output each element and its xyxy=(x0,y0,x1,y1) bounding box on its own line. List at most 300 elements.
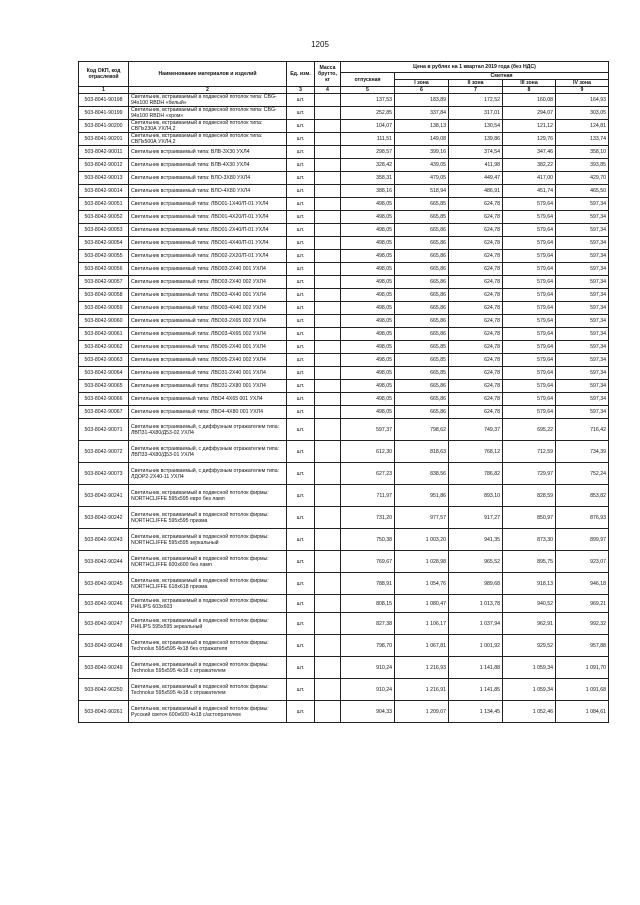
cell-unit: шт. xyxy=(287,679,315,701)
cell-unit: шт. xyxy=(287,224,315,237)
cell-mass xyxy=(315,613,341,635)
cell-unit: шт. xyxy=(287,276,315,289)
cell-name: Светильник встраиваемый, с диффузным отражателем типа: ЛВП33-4Х80/Д53-01 УХЛ4 xyxy=(129,441,287,463)
cell-zone-2: 411,98 xyxy=(449,159,503,172)
cell-unit: шт. xyxy=(287,657,315,679)
cell-zone-3: 579,64 xyxy=(503,393,556,406)
cell-zone-2: 624,78 xyxy=(449,328,503,341)
cell-unit: шт. xyxy=(287,159,315,172)
cell-name: Светильник, встраиваемый в подвесной потолок фирмы: NORTHCLIFFE 595x595 призма xyxy=(129,507,287,529)
table-row xyxy=(79,485,609,507)
table-row xyxy=(79,507,609,529)
cell-zone-3: 1 052,46 xyxy=(503,701,556,723)
cell-code: 503-8042-90247 xyxy=(79,613,129,635)
cell-code: 503-8042-90065 xyxy=(79,380,129,393)
table-row xyxy=(79,463,609,485)
cell-release-price: 910,24 xyxy=(341,657,395,679)
cell-release-price: 298,57 xyxy=(341,146,395,159)
cell-zone-1: 818,63 xyxy=(395,441,449,463)
cell-zone-2: 624,78 xyxy=(449,341,503,354)
cell-name: Светильник, встраиваемый в подвесной потолок фирмы: NORTHCLIFFE 618x618 призма xyxy=(129,573,287,595)
header-zone-2: II зона xyxy=(449,80,503,87)
cell-unit: шт. xyxy=(287,94,315,107)
cell-zone-1: 1 003,20 xyxy=(395,529,449,551)
cell-release-price: 498,05 xyxy=(341,406,395,419)
cell-mass xyxy=(315,380,341,393)
cell-zone-2: 139,86 xyxy=(449,133,503,146)
table-row xyxy=(79,289,609,302)
cell-code: 503-8042-90060 xyxy=(79,315,129,328)
header-zone-1: I зона xyxy=(395,80,449,87)
cell-zone-2: 893,10 xyxy=(449,485,503,507)
cell-zone-3: 121,12 xyxy=(503,120,556,133)
table-row xyxy=(79,276,609,289)
col-index: 1 xyxy=(79,87,129,94)
cell-code: 503-8042-90014 xyxy=(79,185,129,198)
cell-zone-2: 624,78 xyxy=(449,224,503,237)
cell-release-price: 910,24 xyxy=(341,679,395,701)
cell-zone-3: 579,64 xyxy=(503,211,556,224)
cell-mass xyxy=(315,146,341,159)
cell-release-price: 498,05 xyxy=(341,198,395,211)
cell-release-price: 498,05 xyxy=(341,380,395,393)
cell-zone-3: 850,97 xyxy=(503,507,556,529)
cell-release-price: 808,15 xyxy=(341,595,395,613)
cell-unit: шт. xyxy=(287,302,315,315)
cell-zone-3: 579,64 xyxy=(503,406,556,419)
table-row xyxy=(79,393,609,406)
col-index: 3 xyxy=(287,87,315,94)
cell-zone-1: 1 216,93 xyxy=(395,657,449,679)
cell-zone-3: 579,64 xyxy=(503,302,556,315)
cell-zone-4: 957,88 xyxy=(556,635,609,657)
cell-unit: шт. xyxy=(287,441,315,463)
cell-zone-1: 183,89 xyxy=(395,94,449,107)
cell-release-price: 498,05 xyxy=(341,354,395,367)
table-row xyxy=(79,328,609,341)
cell-zone-2: 1 141,85 xyxy=(449,679,503,701)
table-row xyxy=(79,133,609,146)
cell-zone-3: 895,75 xyxy=(503,551,556,573)
cell-name: Светильник, встраиваемый в подвесной потолок фирмы: NORTHCLIFFE 600x600 без ламп xyxy=(129,551,287,573)
cell-release-price: 498,05 xyxy=(341,211,395,224)
cell-zone-3: 579,64 xyxy=(503,276,556,289)
cell-unit: шт. xyxy=(287,595,315,613)
header-estimate-price: Сметная xyxy=(395,73,609,80)
cell-name: Светильник, встраиваемый в подвесной потолок фирмы: Technolux 595x595 4x18 с отражателем xyxy=(129,679,287,701)
cell-unit: шт. xyxy=(287,211,315,224)
table-row xyxy=(79,185,609,198)
cell-release-price: 597,37 xyxy=(341,419,395,441)
cell-zone-2: 624,78 xyxy=(449,315,503,328)
cell-unit: шт. xyxy=(287,146,315,159)
col-index: 5 xyxy=(341,87,395,94)
header-code: Код ОКП, код отраслевой xyxy=(79,62,129,87)
header-zone-3: III зона xyxy=(503,80,556,87)
cell-zone-4: 853,82 xyxy=(556,485,609,507)
cell-zone-1: 665,85 xyxy=(395,211,449,224)
cell-name: Светильник встраиваемый типа: ЛВО03-4Х65 002 УХЛ4 xyxy=(129,328,287,341)
cell-code: 503-8042-90246 xyxy=(79,595,129,613)
table-row xyxy=(79,551,609,573)
table-row xyxy=(79,406,609,419)
table-row xyxy=(79,159,609,172)
header-zone-4: IV зона xyxy=(556,80,609,87)
cell-code: 503-8042-90012 xyxy=(79,159,129,172)
col-index: 7 xyxy=(449,87,503,94)
cell-unit: шт. xyxy=(287,406,315,419)
cell-zone-1: 1 054,76 xyxy=(395,573,449,595)
cell-name: Светильник встраиваемый типа: ЛВО01-2Х40/П-01 УХЛ4 xyxy=(129,224,287,237)
cell-zone-4: 133,74 xyxy=(556,133,609,146)
cell-zone-3: 579,64 xyxy=(503,328,556,341)
cell-mass xyxy=(315,635,341,657)
cell-release-price: 328,42 xyxy=(341,159,395,172)
table-row xyxy=(79,107,609,120)
cell-name: Светильник, встраиваемый в подвесной потолок типа: СВПх230А УХЛ4,2 xyxy=(129,120,287,133)
cell-zone-1: 518,94 xyxy=(395,185,449,198)
cell-unit: шт. xyxy=(287,172,315,185)
table-row xyxy=(79,302,609,315)
cell-zone-1: 399,16 xyxy=(395,146,449,159)
cell-zone-4: 1 091,68 xyxy=(556,679,609,701)
cell-zone-1: 665,86 xyxy=(395,263,449,276)
cell-name: Светильник, встраиваемый в подвесной потолок типа: СВПх500А УХЛ4,2 xyxy=(129,133,287,146)
table-row xyxy=(79,613,609,635)
cell-zone-1: 977,57 xyxy=(395,507,449,529)
cell-unit: шт. xyxy=(287,120,315,133)
cell-zone-2: 624,78 xyxy=(449,250,503,263)
cell-code: 503-8042-90013 xyxy=(79,172,129,185)
cell-code: 503-8042-90055 xyxy=(79,250,129,263)
cell-zone-4: 465,50 xyxy=(556,185,609,198)
cell-zone-4: 597,34 xyxy=(556,302,609,315)
cell-code: 503-8042-90051 xyxy=(79,198,129,211)
cell-mass xyxy=(315,120,341,133)
cell-unit: шт. xyxy=(287,107,315,120)
cell-zone-4: 992,32 xyxy=(556,613,609,635)
cell-code: 503-8041-90200 xyxy=(79,120,129,133)
cell-mass xyxy=(315,507,341,529)
cell-unit: шт. xyxy=(287,380,315,393)
cell-unit: шт. xyxy=(287,393,315,406)
table-row xyxy=(79,380,609,393)
cell-code: 503-8042-90242 xyxy=(79,507,129,529)
cell-code: 503-8042-90243 xyxy=(79,529,129,551)
cell-code: 503-8042-90011 xyxy=(79,146,129,159)
cell-zone-4: 876,93 xyxy=(556,507,609,529)
cell-zone-3: 294,07 xyxy=(503,107,556,120)
cell-zone-4: 429,70 xyxy=(556,172,609,185)
cell-zone-4: 734,39 xyxy=(556,441,609,463)
cell-release-price: 498,05 xyxy=(341,224,395,237)
cell-name: Светильник встраиваемый типа: ЛВО31-2Х40 001 УХЛ4 xyxy=(129,367,287,380)
cell-zone-2: 624,78 xyxy=(449,354,503,367)
cell-code: 503-8042-90053 xyxy=(79,224,129,237)
cell-zone-1: 665,85 xyxy=(395,198,449,211)
cell-release-price: 711,97 xyxy=(341,485,395,507)
header-release-price: отпускная xyxy=(341,73,395,87)
cell-mass xyxy=(315,172,341,185)
cell-name: Светильник, встраиваемый в подвесной потолок фирмы: Русский светоч 600x600 4x18 с/астопрателем xyxy=(129,701,287,723)
cell-zone-4: 597,34 xyxy=(556,354,609,367)
cell-release-price: 612,30 xyxy=(341,441,395,463)
cell-zone-3: 579,64 xyxy=(503,367,556,380)
cell-release-price: 111,51 xyxy=(341,133,395,146)
table-row xyxy=(79,263,609,276)
cell-zone-1: 1 067,81 xyxy=(395,635,449,657)
col-index: 2 xyxy=(129,87,287,94)
cell-name: Светильник, встраиваемый в подвесной потолок типа: CBG-94x100 RBDH «хром» xyxy=(129,107,287,120)
cell-name: Светильник встраиваемый типа: ЛВО03-2Х40 001 УХЛ4 xyxy=(129,263,287,276)
cell-zone-4: 597,34 xyxy=(556,263,609,276)
table-row xyxy=(79,441,609,463)
cell-unit: шт. xyxy=(287,367,315,380)
cell-unit: шт. xyxy=(287,354,315,367)
cell-mass xyxy=(315,463,341,485)
cell-zone-2: 624,78 xyxy=(449,406,503,419)
cell-code: 503-8042-90058 xyxy=(79,289,129,302)
cell-zone-2: 1 013,78 xyxy=(449,595,503,613)
page-number: 1205 xyxy=(311,40,329,49)
cell-zone-4: 597,34 xyxy=(556,211,609,224)
cell-mass xyxy=(315,406,341,419)
cell-zone-4: 1 091,70 xyxy=(556,657,609,679)
cell-mass xyxy=(315,367,341,380)
cell-code: 503-8042-90249 xyxy=(79,657,129,679)
table-row xyxy=(79,146,609,159)
cell-code: 503-8042-90064 xyxy=(79,367,129,380)
table-row xyxy=(79,635,609,657)
cell-name: Светильник, встраиваемый в подвесной потолок фирмы: NORTHCLIFFE 595x595 евро без ламп xyxy=(129,485,287,507)
cell-name: Светильник встраиваемый типа: ВЛВ-4Х30 УХЛ4 xyxy=(129,159,287,172)
cell-name: Светильник встраиваемый типа: ЛВО03-4Х40 001 УХЛ4 xyxy=(129,289,287,302)
cell-zone-1: 337,84 xyxy=(395,107,449,120)
table-row xyxy=(79,224,609,237)
header-mass: Масса брутто, кг xyxy=(315,62,341,87)
column-index-row xyxy=(79,87,609,94)
cell-zone-2: 989,68 xyxy=(449,573,503,595)
cell-code: 503-8042-90066 xyxy=(79,393,129,406)
cell-zone-4: 358,10 xyxy=(556,146,609,159)
cell-zone-2: 768,12 xyxy=(449,441,503,463)
cell-zone-3: 579,64 xyxy=(503,289,556,302)
cell-zone-1: 439,05 xyxy=(395,159,449,172)
cell-zone-4: 716,42 xyxy=(556,419,609,441)
cell-zone-1: 951,86 xyxy=(395,485,449,507)
cell-name: Светильник, встраиваемый в подвесной потолок типа: CBG-94x100 RBDH «белый» xyxy=(129,94,287,107)
cell-release-price: 498,05 xyxy=(341,315,395,328)
cell-zone-2: 624,78 xyxy=(449,198,503,211)
cell-name: Светильник встраиваемый типа: ЛВО03-2Х40 002 УХЛ4 xyxy=(129,276,287,289)
cell-zone-3: 579,64 xyxy=(503,237,556,250)
cell-zone-1: 838,56 xyxy=(395,463,449,485)
cell-mass xyxy=(315,159,341,172)
cell-zone-4: 597,34 xyxy=(556,198,609,211)
cell-unit: шт. xyxy=(287,250,315,263)
cell-zone-2: 1 134,45 xyxy=(449,701,503,723)
cell-code: 503-8042-90244 xyxy=(79,551,129,573)
cell-unit: шт. xyxy=(287,198,315,211)
cell-release-price: 498,05 xyxy=(341,263,395,276)
cell-mass xyxy=(315,573,341,595)
cell-zone-4: 597,34 xyxy=(556,315,609,328)
cell-zone-3: 579,64 xyxy=(503,354,556,367)
cell-name: Светильник встраиваемый, с диффузным отражателем типа: ЛДОР2-2Х40-11 УХЛ4 xyxy=(129,463,287,485)
cell-release-price: 498,05 xyxy=(341,328,395,341)
cell-code: 503-8042-90241 xyxy=(79,485,129,507)
cell-code: 503-8042-90063 xyxy=(79,354,129,367)
table-row xyxy=(79,120,609,133)
cell-zone-1: 149,08 xyxy=(395,133,449,146)
cell-zone-3: 417,00 xyxy=(503,172,556,185)
cell-zone-1: 665,85 xyxy=(395,341,449,354)
cell-name: Светильник встраиваемый типа: ЛВО05-2Х40 002 УХЛ4 xyxy=(129,354,287,367)
table-row xyxy=(79,198,609,211)
cell-code: 503-8042-90071 xyxy=(79,419,129,441)
cell-zone-4: 597,34 xyxy=(556,250,609,263)
cell-name: Светильник встраиваемый, с диффузным отражателем типа: ЛВП31-4Х80/Д53-02 УХЛ4 xyxy=(129,419,287,441)
cell-code: 503-8041-90198 xyxy=(79,94,129,107)
cell-zone-3: 579,64 xyxy=(503,315,556,328)
table-row xyxy=(79,573,609,595)
cell-zone-4: 969,21 xyxy=(556,595,609,613)
cell-name: Светильник, встраиваемый в подвесной потолок фирмы: Technolux 595x595 4x18 с отражателем xyxy=(129,657,287,679)
cell-zone-4: 899,97 xyxy=(556,529,609,551)
cell-zone-2: 786,82 xyxy=(449,463,503,485)
cell-zone-2: 624,78 xyxy=(449,302,503,315)
cell-unit: шт. xyxy=(287,133,315,146)
cell-zone-3: 579,64 xyxy=(503,250,556,263)
cell-zone-4: 597,34 xyxy=(556,224,609,237)
cell-unit: шт. xyxy=(287,315,315,328)
cell-release-price: 798,70 xyxy=(341,635,395,657)
cell-zone-3: 962,91 xyxy=(503,613,556,635)
cell-code: 503-8042-90057 xyxy=(79,276,129,289)
cell-zone-2: 374,54 xyxy=(449,146,503,159)
cell-mass xyxy=(315,485,341,507)
cell-release-price: 498,05 xyxy=(341,302,395,315)
cell-name: Светильник, встраиваемый в подвесной потолок фирмы: PHILIPS 595x595 зеркальный xyxy=(129,613,287,635)
cell-mass xyxy=(315,354,341,367)
cell-zone-1: 1 209,07 xyxy=(395,701,449,723)
cell-release-price: 769,67 xyxy=(341,551,395,573)
cell-zone-3: 918,13 xyxy=(503,573,556,595)
cell-zone-4: 597,34 xyxy=(556,341,609,354)
cell-zone-1: 665,86 xyxy=(395,380,449,393)
cell-zone-4: 752,24 xyxy=(556,463,609,485)
cell-zone-2: 624,78 xyxy=(449,263,503,276)
cell-mass xyxy=(315,289,341,302)
cell-zone-2: 624,78 xyxy=(449,276,503,289)
cell-zone-3: 828,59 xyxy=(503,485,556,507)
cell-zone-1: 138,13 xyxy=(395,120,449,133)
cell-unit: шт. xyxy=(287,485,315,507)
cell-mass xyxy=(315,419,341,441)
cell-mass xyxy=(315,263,341,276)
cell-release-price: 252,85 xyxy=(341,107,395,120)
cell-zone-4: 597,34 xyxy=(556,328,609,341)
cell-unit: шт. xyxy=(287,185,315,198)
cell-mass xyxy=(315,198,341,211)
table-row xyxy=(79,341,609,354)
cell-mass xyxy=(315,185,341,198)
header-price-group: Цена в рублях на 1 квартал 2019 года (без НДС) xyxy=(341,62,609,73)
table-row xyxy=(79,250,609,263)
col-index: 9 xyxy=(556,87,609,94)
cell-mass xyxy=(315,393,341,406)
cell-zone-1: 665,85 xyxy=(395,367,449,380)
cell-name: Светильник встраиваемый типа: ЛВО03-4Х40 002 УХЛ4 xyxy=(129,302,287,315)
cell-name: Светильник, встраиваемый в подвесной потолок фирмы: Technolux 595x595 4x18 без отражателя xyxy=(129,635,287,657)
cell-release-price: 498,05 xyxy=(341,250,395,263)
cell-release-price: 627,23 xyxy=(341,463,395,485)
cell-zone-3: 729,97 xyxy=(503,463,556,485)
cell-code: 503-8042-90261 xyxy=(79,701,129,723)
cell-zone-2: 1 001,92 xyxy=(449,635,503,657)
table-row xyxy=(79,679,609,701)
cell-zone-4: 597,34 xyxy=(556,380,609,393)
cell-name: Светильник встраиваемый типа: ВЛВ-3Х30 УХЛ4 xyxy=(129,146,287,159)
cell-release-price: 498,05 xyxy=(341,276,395,289)
cell-unit: шт. xyxy=(287,507,315,529)
price-table xyxy=(78,61,609,723)
cell-zone-2: 172,52 xyxy=(449,94,503,107)
cell-zone-1: 665,86 xyxy=(395,237,449,250)
cell-zone-4: 946,18 xyxy=(556,573,609,595)
cell-mass xyxy=(315,595,341,613)
cell-zone-2: 486,91 xyxy=(449,185,503,198)
cell-unit: шт. xyxy=(287,635,315,657)
cell-mass xyxy=(315,224,341,237)
cell-zone-2: 749,37 xyxy=(449,419,503,441)
cell-zone-1: 1 080,47 xyxy=(395,595,449,613)
cell-zone-1: 665,86 xyxy=(395,406,449,419)
cell-code: 503-8042-90072 xyxy=(79,441,129,463)
cell-zone-1: 665,86 xyxy=(395,276,449,289)
cell-zone-3: 695,22 xyxy=(503,419,556,441)
cell-zone-3: 929,52 xyxy=(503,635,556,657)
cell-mass xyxy=(315,211,341,224)
cell-zone-3: 873,30 xyxy=(503,529,556,551)
header-unit: Ед. изм. xyxy=(287,62,315,87)
cell-mass xyxy=(315,107,341,120)
cell-mass xyxy=(315,250,341,263)
cell-zone-2: 624,78 xyxy=(449,393,503,406)
cell-name: Светильник встраиваемый типа: ЛВО01-1Х40/П-01 УХЛ4 xyxy=(129,198,287,211)
cell-mass xyxy=(315,529,341,551)
cell-zone-2: 624,78 xyxy=(449,211,503,224)
cell-zone-2: 1 141,88 xyxy=(449,657,503,679)
cell-name: Светильник встраиваемый типа: ЛВО01-4Х40/П-01 УХЛ4 xyxy=(129,237,287,250)
cell-mass xyxy=(315,701,341,723)
cell-name: Светильник встраиваемый типа: ВЛО-3Х80 УХЛ4 xyxy=(129,172,287,185)
cell-zone-3: 1 059,34 xyxy=(503,657,556,679)
cell-zone-4: 597,34 xyxy=(556,237,609,250)
cell-zone-2: 1 037,94 xyxy=(449,613,503,635)
cell-code: 503-8042-90059 xyxy=(79,302,129,315)
cell-release-price: 904,33 xyxy=(341,701,395,723)
cell-release-price: 358,31 xyxy=(341,172,395,185)
cell-zone-3: 579,64 xyxy=(503,341,556,354)
cell-code: 503-8041-90201 xyxy=(79,133,129,146)
cell-zone-3: 347,46 xyxy=(503,146,556,159)
cell-mass xyxy=(315,315,341,328)
cell-release-price: 388,16 xyxy=(341,185,395,198)
cell-release-price: 104,07 xyxy=(341,120,395,133)
cell-zone-1: 798,62 xyxy=(395,419,449,441)
cell-mass xyxy=(315,302,341,315)
